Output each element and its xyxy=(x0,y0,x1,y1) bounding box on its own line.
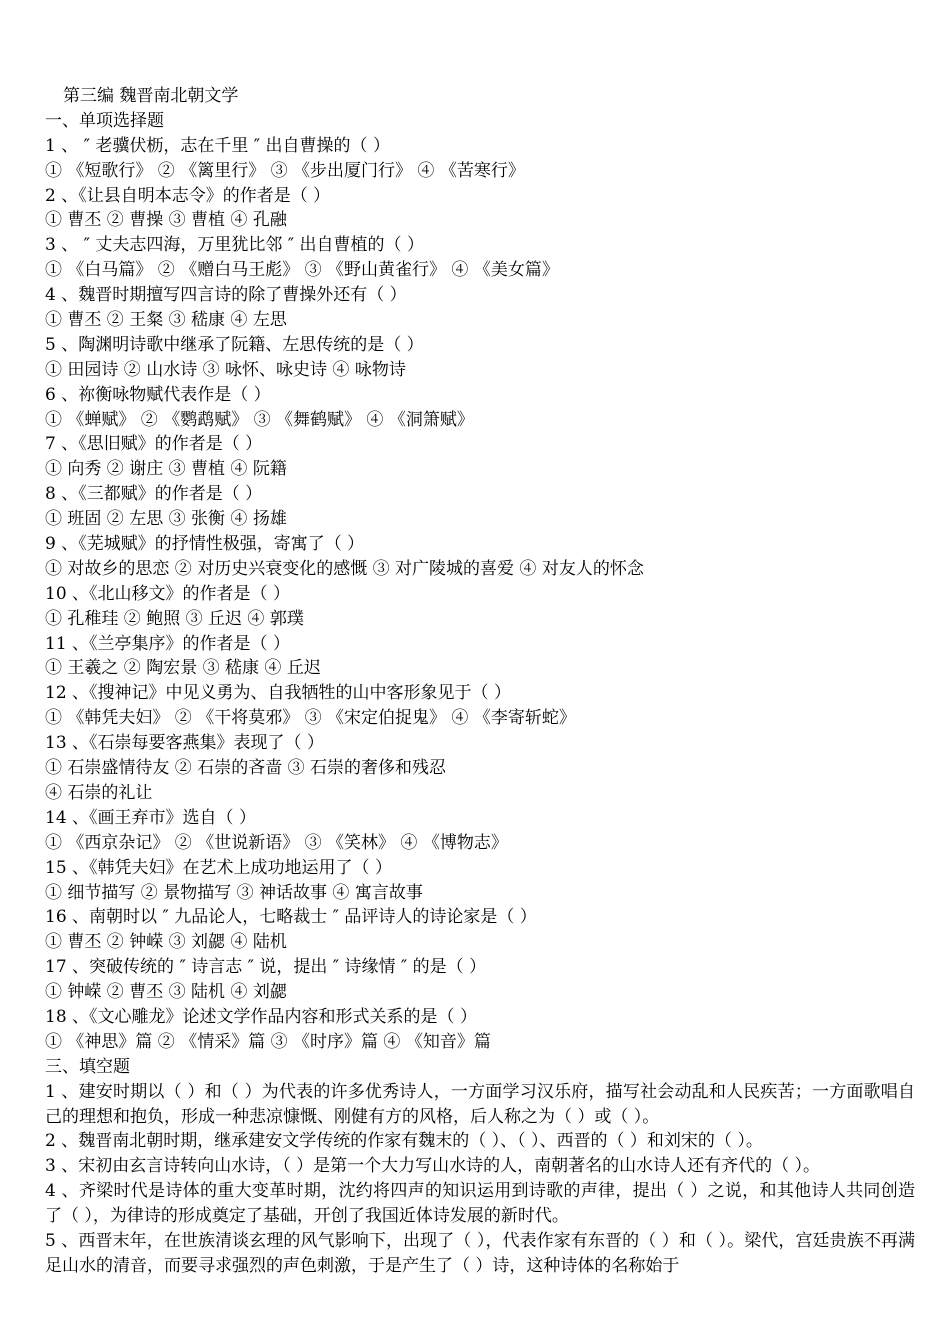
question-7: 7 、《思旧赋》的作者是（ ） xyxy=(45,434,263,455)
fill-question-5: 5 、西晋末年，在世族清谈玄理的风气影响下，出现了（ ），代表作家有东晋的（ ）和（ ）。梁代，宫廷贵族不再满足山水的清音，而要寻求强烈的声色刺激，于是产生了（ ）诗，这种诗体的名称始于 xyxy=(45,1231,915,1276)
question-15-options: ① 细节描写 ② 景物描写 ③ 神话故事 ④ 寓言故事 xyxy=(45,882,423,903)
fill-question-3: 3 、宋初由玄言诗转向山水诗，（ ）是第一个大力写山水诗的人，南朝著名的山水诗人还有齐代的（ ）。 xyxy=(45,1156,821,1177)
question-12: 12 、《搜神记》中见义勇为、自我牺牲的山中客形象见于（ ） xyxy=(45,683,511,704)
question-18: 18 、《文心雕龙》论述文学作品内容和形式关系的是（ ） xyxy=(45,1006,477,1027)
question-16-options: ① 曹丕 ② 钟嵘 ③ 刘勰 ④ 陆机 xyxy=(45,932,287,953)
question-9-options: ① 对故乡的思恋 ② 对历史兴衰变化的感慨 ③ 对广陵城的喜爱 ④ 对友人的怀念 xyxy=(45,558,644,579)
section-heading-choice: 一、单项选择题 xyxy=(45,110,164,131)
document-title: 第三编 魏晋南北朝文学 xyxy=(63,86,239,106)
question-2: 2 、《让县自明本志令》的作者是（ ） xyxy=(45,185,331,206)
question-3-options: ① 《白马篇》 ② 《赠白马王彪》 ③ 《野山黄雀行》 ④ 《美女篇》 xyxy=(45,260,559,281)
question-18-options: ① 《神思》篇 ② 《情采》篇 ③ 《时序》篇 ④ 《知音》篇 xyxy=(45,1031,491,1052)
question-10: 10 、《北山移文》的作者是（ ） xyxy=(45,583,290,604)
fill-question-4: 4 、齐梁时代是诗体的重大变革时期，沈约将四声的知识运用到诗歌的声律，提出（ ）之说，和其他诗人共同创造了（ ），为律诗的形成奠定了基础，开创了我国近体诗发展的新时代。 xyxy=(45,1181,915,1227)
fill-question-1: 1 、建安时期以（ ）和（ ）为代表的许多优秀诗人，一方面学习汉乐府，描写社会动乱和人民疾苦；一方面歌唱自己的理想和抱负，形成一种悲凉慷慨、刚健有方的风格，后人称之为（ ）或（ ）。 xyxy=(45,1081,915,1127)
question-3: 3 、 ″ 丈夫志四海，万里犹比邻 ″ 出自曹植的（ ） xyxy=(45,235,424,256)
question-1-options: ① 《短歌行》 ② 《篱里行》 ③ 《步出厦门行》 ④ 《苦寒行》 xyxy=(45,160,525,181)
question-9: 9 、《芜城赋》的抒情性极强，寄寓了（ ） xyxy=(45,534,365,555)
question-14-options: ① 《西京杂记》 ② 《世说新语》 ③ 《笑林》 ④ 《博物志》 xyxy=(45,832,508,853)
question-13-options: ① 石崇盛情待友 ② 石崇的吝啬 ③ 石崇的奢侈和残忍 xyxy=(45,758,447,779)
question-11-options: ① 王羲之 ② 陶宏景 ③ 嵇康 ④ 丘迟 xyxy=(45,658,321,679)
question-17-options: ① 钟嵘 ② 曹丕 ③ 陆机 ④ 刘勰 xyxy=(45,982,287,1003)
question-14: 14 、《画王弃市》选自（ ） xyxy=(45,807,256,828)
question-13: 13 、《石崇每要客燕集》表现了（ ） xyxy=(45,733,324,754)
section-heading-fill: 三、填空题 xyxy=(45,1056,130,1077)
question-13-options-cont: ④ 石崇的礼让 xyxy=(45,782,153,803)
document-page xyxy=(45,84,915,1279)
question-2-options: ① 曹丕 ② 曹操 ③ 曹植 ④ 孔融 xyxy=(45,210,287,231)
question-5: 5 、陶渊明诗歌中继承了阮籍、左思传统的是（ ） xyxy=(45,334,424,355)
question-4-options: ① 曹丕 ② 王粲 ③ 嵇康 ④ 左思 xyxy=(45,310,287,331)
question-8: 8 、《三都赋》的作者是（ ） xyxy=(45,484,263,505)
question-17: 17 、突破传统的 ″ 诗言志 ″ 说，提出 ″ 诗缘情 ″ 的是（ ） xyxy=(45,957,487,978)
question-6-options: ① 《蝉赋》 ② 《鹦鹉赋》 ③ 《舞鹤赋》 ④ 《洞箫赋》 xyxy=(45,409,474,430)
question-16: 16 、南朝时以 ″ 九品论人，七略裁士 ″ 品评诗人的诗论家是（ ） xyxy=(45,907,537,928)
question-7-options: ① 向秀 ② 谢庄 ③ 曹植 ④ 阮籍 xyxy=(45,459,287,480)
question-5-options: ① 田园诗 ② 山水诗 ③ 咏怀、咏史诗 ④ 咏物诗 xyxy=(45,359,406,380)
question-15: 15 、《韩凭夫妇》在艺术上成功地运用了（ ） xyxy=(45,857,392,878)
question-10-options: ① 孔稚珪 ② 鲍照 ③ 丘迟 ④ 郭璞 xyxy=(45,608,304,629)
question-1: 1 、 ″ 老骥伏枥，志在千里 ″ 出自曹操的（ ） xyxy=(45,135,390,156)
question-6: 6 、祢衡咏物赋代表作是（ ） xyxy=(45,384,271,405)
question-4: 4 、魏晋时期擅写四言诗的除了曹操外还有（ ） xyxy=(45,285,407,306)
fill-question-2: 2 、魏晋南北朝时期，继承建安文学传统的作家有魏末的（ ）、（ ）、西晋的（ ）和刘宋的（ ）。 xyxy=(45,1131,763,1152)
question-8-options: ① 班固 ② 左思 ③ 张衡 ④ 扬雄 xyxy=(45,509,287,530)
question-12-options: ① 《韩凭夫妇》 ② 《干将莫邪》 ③ 《宋定伯捉鬼》 ④ 《李寄斩蛇》 xyxy=(45,708,576,729)
question-11: 11 、《兰亭集序》的作者是（ ） xyxy=(45,633,290,654)
